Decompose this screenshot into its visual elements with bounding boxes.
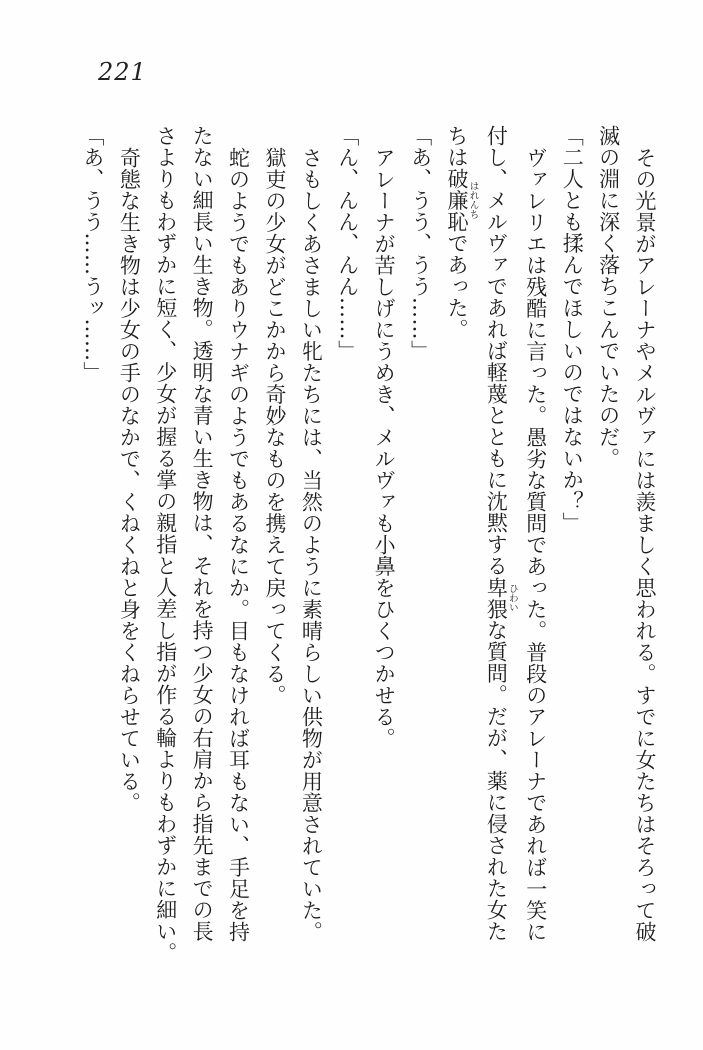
text-line: 付し、メルヴァであれば軽蔑とともに沈黙する卑猥ひわいな質問。だが、薬に侵された女た xyxy=(484,125,518,942)
ruby-annotated-word: 卑猥ひわい xyxy=(484,576,518,620)
text-line: 「あ、うう、うう……」 xyxy=(408,125,433,362)
text-line: ヴァレリエは残酷に言った。愚劣な質問であった。普段のアレーナであれば一笑に xyxy=(523,146,548,942)
text-line: 奇態な生き物は少女の手のなかで、くねくねと身をくねらせている。 xyxy=(117,146,142,813)
text-line: たない細長い生き物。透明な青い生き物は、それを持つ少女の右肩から指先までの長 xyxy=(190,125,215,942)
text-line: 「ん、んん、んん……」 xyxy=(335,125,360,362)
text-line: 蛇のようでもありウナギのようでもあるなにか。目もなければ耳もない、手足を持 xyxy=(226,146,251,942)
text-line: アレーナが苦しげにうめき、メルヴァも小鼻をひくつかせる。 xyxy=(372,146,397,749)
vertical-text-block xyxy=(75,125,664,966)
text-line: その光景がアレーナやメルヴァには羨ましく思われる。すでに女たちはそろって破 xyxy=(633,146,657,942)
ruby-annotated-word: 破廉恥はれんち xyxy=(444,168,479,233)
text-line: 「あ、うう……うッ……」 xyxy=(80,125,105,383)
text-line: 「二人とも揉んでほしいのではないか？」 xyxy=(560,125,585,534)
text-line: さよりもわずかに短く、少女が握る掌の親指と人差し指が作る輪よりもわずかに細い。 xyxy=(153,125,178,964)
text-line: ちは破廉恥はれんちであった。 xyxy=(444,125,479,340)
text-line: 獄吏の少女がどこかから奇妙なものを携えて戻ってくる。 xyxy=(262,146,287,706)
text-line: 滅の淵に深く落ちこんでいたのだ。 xyxy=(596,125,621,469)
text-line: さもしくあさましい牝たちには、当然のように素晴らしい供物が用意されていた。 xyxy=(299,146,324,942)
page-number: 221 xyxy=(98,58,147,86)
